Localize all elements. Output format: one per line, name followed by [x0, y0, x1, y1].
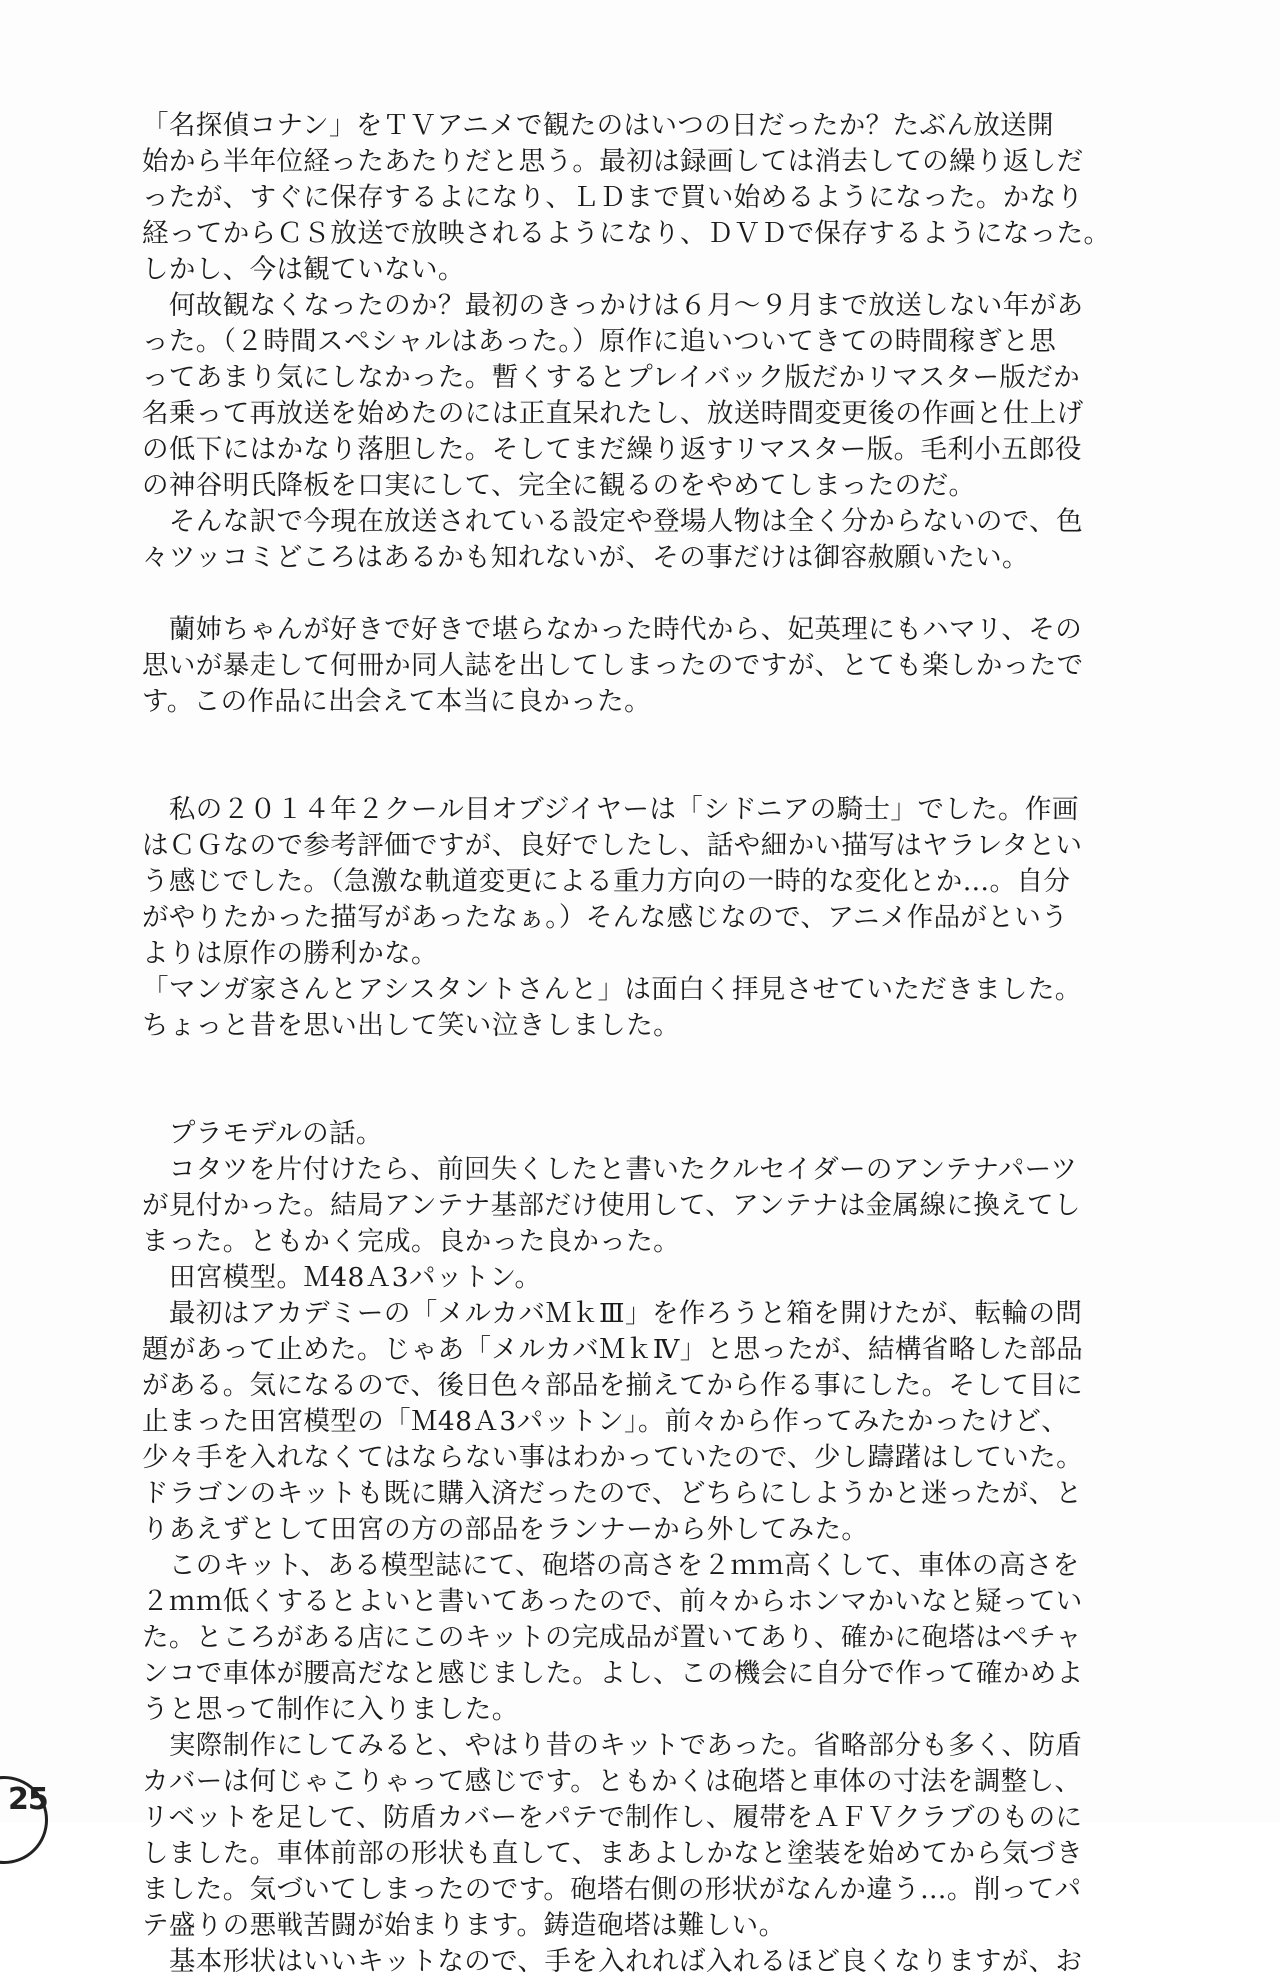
text-line: す。この作品に出会えて本当に良かった。 — [142, 686, 651, 717]
text-line: そんな訳で今現在放送されている設定や登場人物は全く分からないので、色 — [142, 506, 1083, 537]
text-line: った。（２時間スペシャルはあった。）原作に追いついてきての時間稼ぎと思 — [142, 326, 1057, 357]
page-number-badge — [0, 1776, 60, 1823]
text-line: ってあまり気にしなかった。暫くするとプレイバック版だかリマスター版だか — [142, 362, 1081, 393]
text-line: 名乗って再放送を始めたのには正直呆れたし、放送時間変更後の作画と仕上げ — [142, 398, 1084, 429]
text-line: ドラゴンのキットも既に購入済だったので、どちらにしようかと迷ったが、と — [142, 1478, 1083, 1509]
text-line: 少々手を入れなくてはならない事はわかっていたので、少し躊躇はしていた。 — [142, 1442, 1083, 1473]
section-gap — [142, 1044, 1142, 1116]
text-line: コタツを片付けたら、前回失くしたと書いたクルセイダーのアンテナパーツ — [142, 1154, 1078, 1185]
text-line: ２ｍｍ低くするとよいと書いてあったので、前々からホンマかいなと疑ってい — [142, 1586, 1083, 1617]
paragraph-section — [142, 792, 1142, 1044]
text-line: ました。気づいてしまったのです。砲塔右側の形状がなんか違う…。削ってパ — [142, 1874, 1082, 1905]
text-line: このキット、ある模型誌にて、砲塔の高さを２ｍｍ高くして、車体の高さを — [142, 1550, 1080, 1581]
section-gap — [142, 576, 1142, 612]
text-line: ンコで車体が腰高だなと感じました。よし、この機会に自分で作って確かめよ — [142, 1658, 1084, 1689]
text-line: 々ツッコミどころはあるかも知れないが、その事だけは御容赦願いたい。 — [142, 542, 1029, 573]
text-line: リベットを足して、防盾カバーをパテで制作し、履帯をＡＦＶクラブのものに — [142, 1802, 1083, 1833]
text-line: 止まった田宮模型の「Ｍ48Ａ3パットン」。前々から作ってみたかったけど、 — [142, 1406, 1069, 1437]
text-line: の神谷明氏降板を口実にして、完全に観るのをやめてしまったのだ。 — [142, 470, 976, 501]
text-line: うと思って制作に入りました。 — [142, 1694, 519, 1725]
text-line: 経ってからＣＳ放送で放映されるようになり、ＤＶＤで保存するようになった。 — [142, 218, 1111, 249]
text-line: 「名探偵コナン」をＴＶアニメで観たのはいつの日だったか？たぶん放送開 — [142, 110, 1054, 141]
text-line: 田宮模型。Ｍ48Ａ3パットン。 — [142, 1262, 542, 1293]
paragraph-section — [142, 1116, 1142, 1980]
text-line: カバーは何じゃこりゃって感じです。ともかくは砲塔と車体の寸法を調整し、 — [142, 1766, 1082, 1797]
text-line: がある。気になるので、後日色々部品を揃えてから作る事にした。そして目に — [142, 1370, 1083, 1401]
page-number: 25 — [8, 1782, 48, 1817]
text-line: 「マンガ家さんとアシスタントさんと」は面白く拝見させていただきました。 — [142, 974, 1082, 1005]
text-line: が見付かった。結局アンテナ基部だけ使用して、アンテナは金属線に換えてし — [142, 1190, 1081, 1221]
text-line: 私の２０１４年２クール目オブジイヤーは「シドニアの騎士」でした。作画 — [142, 794, 1079, 825]
text-line: ちょっと昔を思い出して笑い泣きしました。 — [142, 1010, 680, 1041]
text-line: まった。ともかく完成。良かった良かった。 — [142, 1226, 680, 1257]
text-line: プラモデルの話。 — [142, 1118, 383, 1149]
text-line: ったが、すぐに保存するよになり、ＬＤまで買い始めるようになった。かなり — [142, 182, 1084, 213]
text-line: の低下にはかなり落胆した。そしてまだ繰り返すリマスター版。毛利小五郎役 — [142, 434, 1082, 465]
paragraph-section — [142, 612, 1142, 720]
text-line: テ盛りの悪戦苦闘が始まります。鋳造砲塔は難しい。 — [142, 1910, 786, 1941]
text-line: しかし、今は観ていない。 — [142, 254, 465, 285]
text-line: う感じでした。（急激な軌道変更による重力方向の一時的な変化とか…。自分 — [142, 866, 1071, 897]
text-line: た。ところがある店にこのキットの完成品が置いてあり、確かに砲塔はペチャ — [142, 1622, 1083, 1653]
text-line: よりは原作の勝利かな。 — [142, 938, 438, 969]
text-line: 題があって止めた。じゃあ「メルカバＭｋⅣ」と思ったが、結構省略した部品 — [142, 1334, 1084, 1365]
text-body — [142, 108, 1142, 1980]
text-line: がやりたかった描写があったなぁ。）そんな感じなので、アニメ作品がという — [142, 902, 1069, 933]
text-line: 蘭姉ちゃんが好きで好きで堪らなかった時代から、妃英理にもハマリ、その — [142, 614, 1083, 645]
text-line: 基本形状はいいキットなので、手を入れれば入れるほど良くなりますが、お — [142, 1946, 1083, 1977]
text-line: 思いが暴走して何冊か同人誌を出してしまったのですが、とても楽しかったで — [142, 650, 1084, 681]
text-line: 最初はアカデミーの「メルカバＭｋⅢ」を作ろうと箱を開けたが、転輪の問 — [142, 1298, 1083, 1329]
text-line: 実際制作にしてみると、やはり昔のキットであった。省略部分も多く、防盾 — [142, 1730, 1083, 1761]
text-line: 始から半年位経ったあたりだと思う。最初は録画しては消去しての繰り返しだ — [142, 146, 1084, 177]
text-line: りあえずとして田宮の方の部品をランナーから外してみた。 — [142, 1514, 869, 1545]
text-line: はＣＧなので参考評価ですが、良好でしたし、話や細かい描写はヤラレタとい — [142, 830, 1083, 861]
text-line: 何故観なくなったのか？最初のきっかけは６月～９月まで放送しない年があ — [142, 290, 1084, 321]
text-line: しました。車体前部の形状も直して、まあよしかなと塗装を始めてから気づき — [142, 1838, 1083, 1869]
paragraph-section — [142, 108, 1142, 576]
section-gap — [142, 720, 1142, 792]
